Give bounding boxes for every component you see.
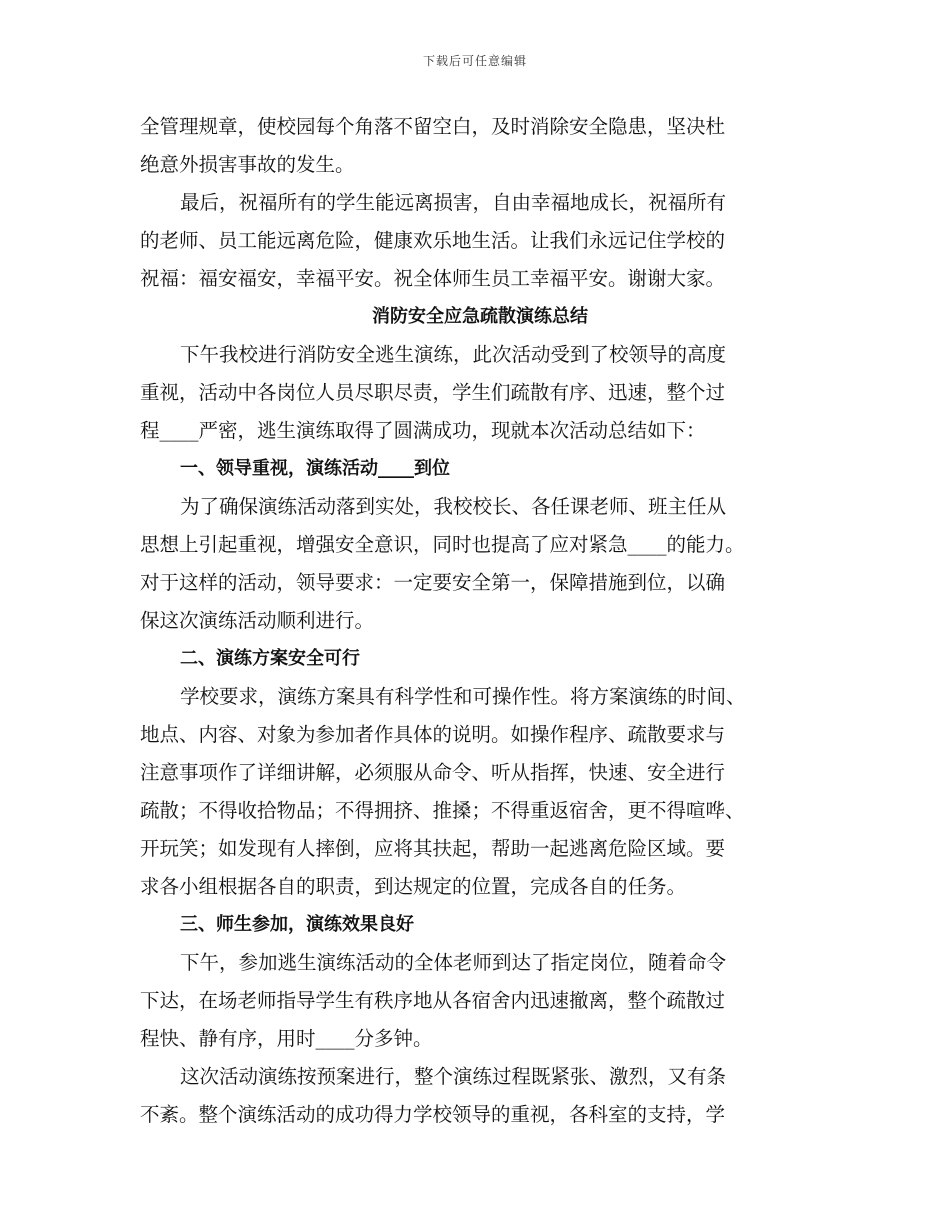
paragraph-line: 这次活动演练按预案进行，整个演练过程既紧张、激烈，又有条	[180, 1065, 727, 1088]
paragraph-line: 程____严密，逃生演练取得了圆满成功，现就本次活动总结如下：	[140, 419, 706, 442]
paragraph-line: 下达，在场老师指导学生有秩序地从各宿舍内迅速撤离，整个疏散过	[140, 989, 726, 1012]
paragraph-line: 不紊。整个演练活动的成功得力学校领导的重视，各科室的支持，学	[140, 1103, 726, 1126]
paragraph-line: 为了确保演练活动落到实处，我校校长、各任课老师、班主任从	[180, 495, 727, 518]
paragraph-line: 最后，祝福所有的学生能远离损害，自由幸福地成长，祝福所有	[180, 191, 727, 214]
paragraph-line: 的老师、员工能远离危险，健康欢乐地生活。让我们永远记住学校的	[140, 229, 726, 252]
section-title: 消防安全应急疏散演练总结	[372, 306, 588, 327]
paragraph-line: 程快、静有序，用时____分多钟。	[140, 1027, 433, 1050]
paragraph-line: 地点、内容、对象为参加者作具体的说明。如操作程序、疏散要求与	[140, 723, 726, 746]
paragraph-line: 注意事项作了详细讲解，必须服从命令、听从指挥，快速、安全进行	[140, 761, 726, 784]
paragraph-line: 全管理规章，使校园每个角落不留空白，及时消除安全隐患，坚决杜	[140, 115, 726, 138]
paragraph-line: 学校要求，演练方案具有科学性和可操作性。将方案演练的时间、	[180, 685, 746, 708]
paragraph-line: 下午，参加逃生演练活动的全体老师到达了指定岗位，随着命令	[180, 951, 727, 974]
paragraph-line: 保这次演练活动顺利进行。	[140, 609, 375, 632]
paragraph-line: 开玩笑；如发现有人摔倒，应将其扶起，帮助一起逃离危险区域。要	[140, 837, 726, 860]
paragraph-line: 绝意外损害事故的发生。	[140, 153, 355, 176]
paragraph-line: 对于这样的活动，领导要求：一定要安全第一，保障措施到位，以确	[140, 571, 726, 594]
paragraph-line: 疏散；不得收拾物品；不得拥挤、推搡；不得重返宿舍，更不得喧哗、	[140, 799, 745, 822]
paragraph-line: 求各小组根据各自的职责，到达规定的位置，完成各自的任务。	[140, 875, 687, 898]
section-heading-3: 三、师生参加，演练效果良好	[180, 914, 414, 935]
paragraph-line: 下午我校进行消防安全逃生演练，此次活动受到了校领导的高度	[180, 343, 727, 366]
paragraph-line: 思想上引起重视，增强安全意识，同时也提高了应对紧急____的能力。	[140, 533, 745, 556]
section-heading-1: 一、领导重视，演练活动____到位	[180, 458, 450, 479]
document-body	[140, 108, 820, 1134]
page-header-note: 下载后可任意编辑	[422, 54, 527, 68]
paragraph-line: 祝福：福安福安，幸福平安。祝全体师生员工幸福平安。谢谢大家。	[140, 267, 726, 290]
section-heading-2: 二、演练方案安全可行	[180, 648, 360, 669]
paragraph-line: 重视，活动中各岗位人员尽职尽责，学生们疏散有序、迅速，整个过	[140, 381, 726, 404]
